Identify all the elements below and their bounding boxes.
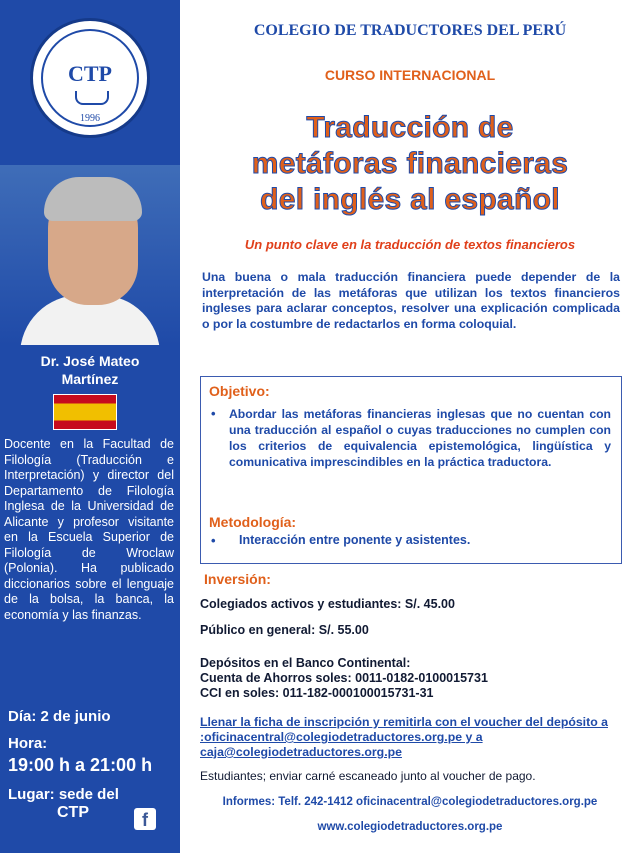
logo-monogram: CTP xyxy=(68,61,112,86)
place-value: CTP xyxy=(57,804,89,821)
course-title xyxy=(190,110,630,218)
investment-members-price: Colegiados activos y estudiantes: S/. 45.00 xyxy=(200,597,455,611)
savings-account: Cuenta de Ahorros soles: 0011-0182-0100015731 xyxy=(200,671,488,685)
time-value: 19:00 h a 21:00 h xyxy=(8,755,153,775)
speaker-sidebar xyxy=(0,0,180,853)
bank-name: Depósitos en el Banco Continental: xyxy=(200,656,411,670)
methodology-heading: Metodología: xyxy=(209,514,297,530)
facebook-glyph: f xyxy=(142,810,148,830)
date-value: 2 de junio xyxy=(40,708,111,725)
methodology-text: Interacción entre ponente y asistentes. xyxy=(239,533,471,547)
course-title-line3: del inglés al español xyxy=(260,183,560,216)
speaker-bio: Docente en la Facultad de Filología (Traducción e Interpretación) y director del Departamento de Filología Inglesa de la Universidad de Alicante y profesor visitante en la Escuela Superior de Filología de Wroclaw (Polonia). Ha publicado diccionarios sobre el lenguaje de la bolsa, la banca, la economía y las finanzas. xyxy=(4,437,174,622)
spain-flag-icon xyxy=(53,394,117,430)
college-logo xyxy=(30,18,150,138)
course-title-line1: Traducción de xyxy=(306,111,514,144)
date-label: Día: xyxy=(8,708,37,725)
course-intro: Una buena o mala traducción financiera puede depender de la interpretación de las metáforas que utilizan los textos financieros ingleses para aclarar conceptos, resolver una explicación complicada o por la costumbre de redactarlos en forma coloquial. xyxy=(202,270,620,331)
investment-heading: Inversión: xyxy=(204,571,271,587)
investment-public-price: Público en general: S/. 55.00 xyxy=(200,623,369,637)
objective-heading: Objetivo: xyxy=(209,383,270,399)
contact-info[interactable]: Informes: Telf. 242-1412 oficinacentral@colegiodetraductores.org.pe xyxy=(222,796,598,808)
speaker-name xyxy=(0,352,180,388)
speaker-name-line1: Dr. José Mateo xyxy=(40,353,140,369)
objectives-box xyxy=(200,376,622,564)
college-name: COLEGIO DE TRADUCTORES DEL PERÚ xyxy=(253,22,567,39)
website-link[interactable]: www.colegiodetraductores.org.pe xyxy=(317,821,503,833)
speaker-name-line2: Martínez xyxy=(61,371,119,387)
objective-text: Abordar las metáforas financieras inglesas que no cuentan con una traducción al español o cuyas traducciones no cumplen con los criterios de equivalencia epistemológica, lingüística y comunicativa imprescindibles en la práctica traductora. xyxy=(229,407,611,469)
course-subtitle: Un punto clave en la traducción de textos financieros xyxy=(244,237,576,252)
bullet-icon: • xyxy=(211,533,216,548)
main-content xyxy=(180,0,640,853)
event-date xyxy=(8,708,111,725)
book-icon xyxy=(75,91,109,105)
logo-year: 1996 xyxy=(80,113,100,124)
course-type: CURSO INTERNACIONAL xyxy=(324,67,496,83)
bank-deposit-info xyxy=(200,656,620,701)
bullet-icon: • xyxy=(211,406,216,421)
speaker-photo xyxy=(0,165,180,345)
course-title-line2: metáforas financieras xyxy=(251,147,569,180)
speaker-photo-hair xyxy=(44,177,142,221)
students-note: Estudiantes; enviar carné escaneado junto al voucher de pago. xyxy=(200,769,536,783)
time-label: Hora: xyxy=(8,735,48,752)
registration-instructions-link[interactable]: Llenar la ficha de inscripción y remitirla con el voucher del depósito a :oficinacentral@colegiodetraductores.org.pe y a caja@colegiodetraductores.org.pe xyxy=(200,715,608,759)
cci-account: CCI en soles: 011-182-000100015731-31 xyxy=(200,686,434,700)
facebook-icon[interactable] xyxy=(134,808,156,830)
place-label: Lugar: sede del xyxy=(8,786,119,803)
